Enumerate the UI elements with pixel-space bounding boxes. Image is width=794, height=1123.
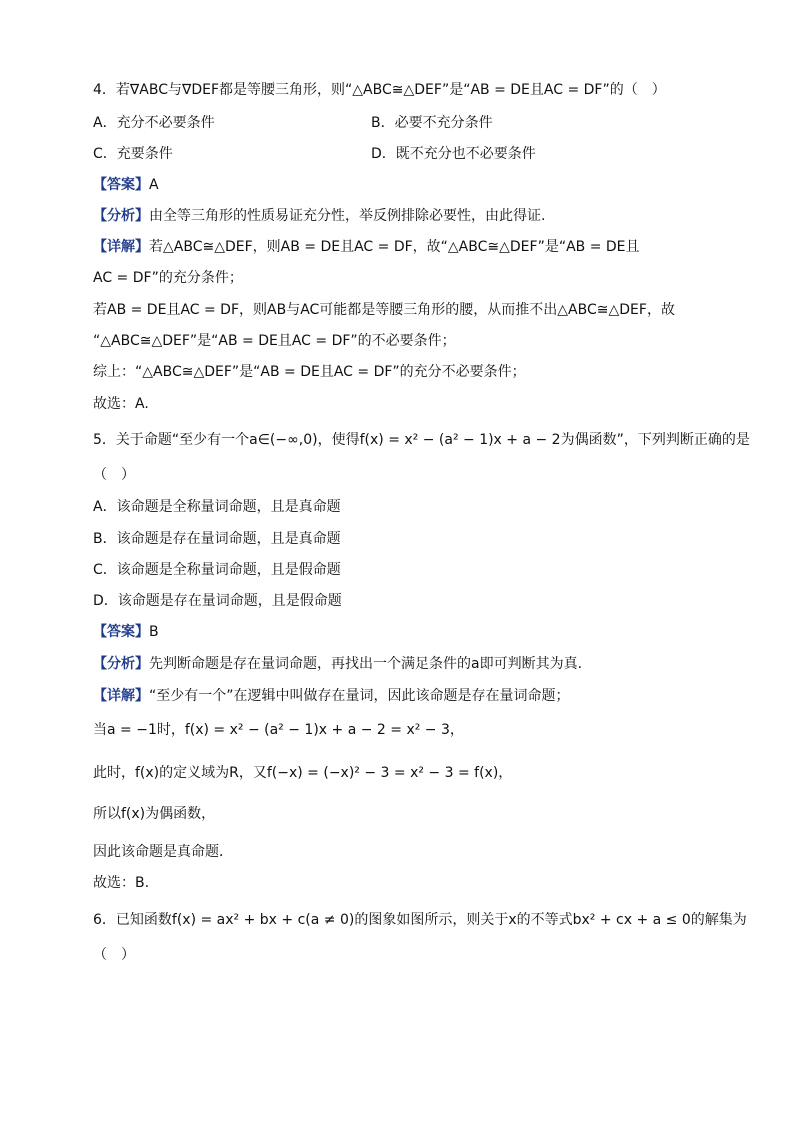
q6-stem-1: 6．已知函数f(x) = ax² + bx + c(a ≠ 0)的图象如图所示，则关于x的不等式bx² + cx + a ≤ 0的解集为 (93, 912, 747, 928)
q5-analysis (93, 654, 582, 674)
q4-detail-4: “△ABC≅△DEF”是“AB = DE且AC = DF”的不必要条件； (93, 333, 456, 349)
q5-answer (93, 622, 159, 642)
q5-stem-1: 5．关于命题“至少有一个a∈(−∞,0)，使得f(x) = x² − (a² − 1)x + a − 2为偶函数”，下列判断正确的是 (93, 432, 750, 448)
q4-detail-5: 综上：“△ABC≅△DEF”是“AB = DE且AC = DF”的充分不必要条件； (93, 364, 526, 380)
q4-detail-2: AC = DF”的充分条件； (93, 270, 243, 286)
detail-tag: 【详解】 (93, 239, 149, 255)
q4-stem-text: 若∇ABC与∇DEF都是等腰三角形，则“△ABC≅△DEF”是“AB = DE且AC = DF”的（ ） (115, 82, 666, 98)
q4-option-a: A．充分不必要条件 (93, 115, 215, 131)
q5-conclusion: 故选：B. (93, 875, 150, 891)
q4-conclusion: 故选：A. (93, 396, 149, 412)
detail-tag: 【详解】 (93, 688, 149, 704)
q5-option-b: B．该命题是存在量词命题，且是真命题 (93, 531, 341, 547)
q4-detail-1-text: 若△ABC≅△DEF，则AB = DE且AC = DF，故“△ABC≅△DEF”是“AB = DE且 (149, 239, 640, 255)
q5-detail-2: 当a = −1时，f(x) = x² − (a² − 1)x + a − 2 = x² − 3， (93, 722, 464, 738)
q4-option-c: C．充要条件 (93, 146, 173, 162)
q4-analysis-text: 由全等三角形的性质易证充分性，举反例排除必要性，由此得证. (149, 208, 546, 224)
q5-detail-3: 此时，f(x)的定义域为R，又f(−x) = (−x)² − 3 = x² − 3 = f(x)， (93, 765, 513, 781)
q4-option-b: B．必要不充分条件 (371, 115, 493, 131)
q4-answer-value: A (149, 177, 159, 193)
analysis-tag: 【分析】 (93, 208, 149, 224)
q4-detail-3: 若AB = DE且AC = DF，则AB与AC可能都是等腰三角形的腰，从而推不出△ABC≅△DEF，故 (93, 302, 675, 318)
analysis-tag: 【分析】 (93, 656, 149, 672)
q4-answer (93, 175, 159, 195)
answer-tag: 【答案】 (93, 177, 149, 193)
q5-detail-1-text: “至少有一个”在逻辑中叫做存在量词，因此该命题是存在量词命题； (149, 688, 570, 704)
q4-detail-1 (93, 237, 640, 257)
q4-number: 4． (93, 82, 116, 98)
q5-answer-value: B (149, 624, 159, 640)
q5-detail-5: 因此该命题是真命题． (93, 844, 233, 860)
q5-stem-2: （ ） (93, 467, 135, 483)
q5-detail-4: 所以f(x)为偶函数， (93, 806, 216, 822)
q5-option-c: C．该命题是全称量词命题，且是假命题 (93, 562, 341, 578)
q4-analysis (93, 206, 545, 226)
q4-option-d: D．既不充分也不必要条件 (371, 146, 536, 162)
q5-option-d: D．该命题是存在量词命题，且是假命题 (93, 593, 342, 609)
q5-analysis-text: 先判断命题是存在量词命题，再找出一个满足条件的a即可判断其为真. (149, 656, 583, 672)
answer-tag: 【答案】 (93, 624, 149, 640)
q6-stem-2: （ ） (93, 947, 135, 963)
q5-detail-1 (93, 686, 570, 706)
q5-option-a: A．该命题是全称量词命题，且是真命题 (93, 499, 341, 515)
q4-stem (93, 80, 666, 100)
